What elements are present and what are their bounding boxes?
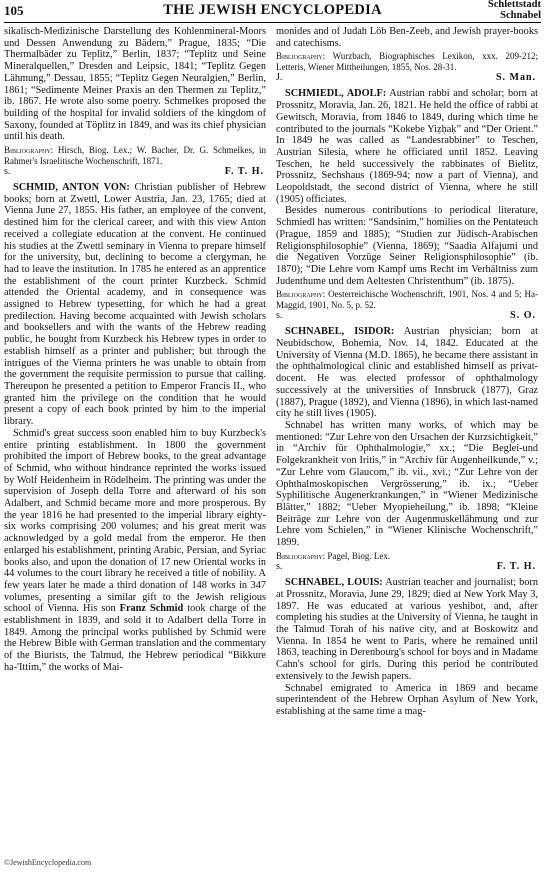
bibliography-label: Bibliography: bbox=[276, 289, 326, 300]
signature-author: F. T. H. bbox=[224, 166, 264, 178]
bibliography-text: Pagel, Biog. Lex. bbox=[325, 550, 391, 561]
headword-schmiedl: SCHMIEDL, ADOLF: bbox=[285, 88, 387, 100]
signature-initial: s. bbox=[276, 310, 283, 322]
left-column bbox=[4, 26, 266, 674]
bibliography-text: Hirsch, Biog. Lex.; W. Bacher, Dr. G. Schmelkes, in Rahmer's Israelitische Wochenschrift, 1871. bbox=[4, 145, 266, 166]
signature-initial: s. bbox=[276, 561, 283, 573]
signature-author: S. O. bbox=[510, 310, 536, 322]
bibliography-text: Oesterreichische Wochenschrift, 1901, Nos. 4 and 5; Ha-Maggid, 1901, No. 5, p. 52. bbox=[276, 289, 538, 310]
paragraph bbox=[4, 428, 266, 674]
article-text: Austrian rabbi and scholar; born at Prossnitz, Moravia, Jan. 26, 1821. He held the office of rabbi at Gewitsch, Moravia, from 1846 to 1849, during which time he contributed to the journals “Kokebe Yiẓḥaḳ” and “Der Orient.” In 1849 he was called as “Landesrabbiner” to Teschen, Austrian Silesia, where he officiated until 1852. Leaving Teschen, he held successively the rabbinates of Bielitz, Prossnitz, Sechshaus (1869-94; now a part of Vienna), and Leopoldstadt, the second district of Vienna, where he still (1905) officiates. bbox=[276, 88, 539, 205]
site-credit: ©JewishEncyclopedia.com bbox=[4, 858, 92, 867]
bibliography-schmelkes bbox=[4, 145, 266, 166]
bibliography-label: Bibliography: bbox=[276, 51, 326, 62]
header-rule bbox=[4, 22, 541, 23]
article-text: Austrian physician; born at Neubidschow, Bohemia, Nov. 14, 1842. Educated at the University of Vienna (M.D. 1865), he became there assistant in the ophthalmological clinic and established himself as privat-docent. He was elected professor of ophthalmology successively at the universities of Innsbruck (1877), Graz (1887), Prague (1892), and Vienna (1896), in which last-named city he still lives (1905). bbox=[276, 326, 538, 420]
article-schmid bbox=[4, 182, 266, 428]
bibliography-schmid bbox=[276, 51, 538, 72]
bibliography-label: Bibliography: bbox=[276, 550, 326, 561]
paragraph-text: Schmid's great success soon enabled him to buy Kurzbeck's entire printing establishment. In 1800 the government prohibited the import of Hebrew books, to the great advantage of Schmid, who without hindrance reprinted the works issued by Wolf Heidenheim in Rödelheim. The printing was under the supervision of Joseph della Torre and afterward of his son Adalbert, and Schmid became more and more prosperous. By the year 1816 he had presented to the imperial library eighty-six works comprising 200 volumes; and his great merit was acknowledged by a gold medal from the emperor. He then enlarged his establishment, printing Arabic, Persian, and Syriac books also, and upon the donation of 17 new Oriental works in 44 volumes to the court library he received a title of nobility. A few years later he made a third donation of 148 works in 347 volumes, presenting a similar gift to the Jewish religious school of Vienna. His son bbox=[4, 427, 266, 615]
right-column bbox=[276, 26, 538, 718]
signature-schnabel-isidor bbox=[276, 561, 538, 573]
paragraph: Schnabel has written many works, of which may be mentioned: “Zur Lehre von den Ursachen der Kurzsichtigkeit,” in “Archiv für Ophthalmologie,” xx.; “Die Beglei-und Folgekrankheit von Iritis,” in “Archiv für Augenheilkunde,” v.; “Zur Lehre vom Glaucom,” ib. vii., xvi.; “Zur Lehre von der Ophthalmoskopischen Vergrösserung,” ib. ix.; “Ueber Syphilitische Augenerkrankungen,” in “Wiener Medizinische Blätter,” 1882; “Ueber Myopieheilung,” ib. 1898; “Kleine Beiträge zur Lehre von der Augenmuskellähmung und zur Lehre vom Schielen,” in “Wiener Klinische Wochenschrift,” 1899. bbox=[276, 419, 538, 549]
signature-author: F. T. H. bbox=[496, 561, 536, 573]
article-schnabel-isidor bbox=[276, 326, 538, 420]
bibliography-text: Wurzbach, Biographisches Lexikon, xxx. 209-212; Letteris, Wiener Mittheilungen, 1855, Nos. 28-31. bbox=[276, 51, 538, 72]
headword-schnabel-louis: SCHNABEL, LOUIS: bbox=[285, 577, 383, 589]
signature-initial: J. bbox=[276, 72, 283, 84]
running-head-top: Schlettstadt bbox=[487, 0, 541, 10]
paragraph: Besides numerous contributions to periodical literature, Schmiedl has written: “Sandsinim,” homilies on the Pentateuch (Prague, 1859 and 1885); “Studien zur Jüdisch-Arabischen Religionsphilosophie” (Vienna, 1869); “Saadia Alfajumi und die Negativen Vorzüge Seiner Religionsphilosophie” (ib. 1870); “Die Lehre vom Kampf ums Recht im Verhältniss zum Judenthume und dem Aeltesten Christenthum” (ib. 1875). bbox=[276, 205, 538, 287]
page-title: THE JEWISH ENCYCLOPEDIA bbox=[163, 2, 382, 18]
continued-paragraph: monides and of Judah Löb Ben-Zeeb, and Jewish prayer-books and catechisms. bbox=[276, 26, 538, 49]
signature-author: S. Man. bbox=[495, 72, 536, 84]
bibliography-schnabel-isidor bbox=[276, 551, 538, 562]
page-number: 105 bbox=[4, 3, 24, 18]
paragraph-text: took charge of the establishment in 1839, and sold it to Adalbert della Torre in 1849. Among the principal works published by Schmid were the Hebrew Bible with German translation and the commentary of the Biurists, the Talmud, the Hebrew periodical “Bikkure ha-'Ittim,” the works of Mai- bbox=[4, 603, 266, 673]
continued-paragraph: sikalisch-Medizinische Darstellung des Kohlenmineral-Moors und Dessen Anwendung zu Bädern,” Prague, 1835; “Die Thermalbäder zu Teplitz,” Berlin, 1837; “Teplitz und Seine Mineralquellen,” Dresden and Leipsic, 1841; “Teplitz Gegen Lähmung,” Dessau, 1855; “Teplitz Gegen Neuralgien,” Berlin, 1861; “Sedimente Meiner Praxis an den Thermen zu Teplitz,” ib. 1867. He wrote also some poetry. Schmelkes proposed the building of the hospital for invalid soldiers of the kingdom of Saxony, founded at Töplitz in 1849, and was its chief physician until his death. bbox=[4, 26, 266, 143]
bibliography-label: Bibliography: bbox=[4, 145, 54, 156]
article-schnabel-louis bbox=[276, 577, 538, 682]
article-schmiedl bbox=[276, 88, 538, 205]
page-header bbox=[4, 2, 541, 22]
name-franz-schmid: Franz Schmid bbox=[119, 603, 184, 615]
running-head bbox=[488, 0, 541, 21]
signature-schmiedl bbox=[276, 310, 538, 322]
running-head-bottom: Schnabel bbox=[500, 9, 541, 21]
headword-schnabel-isidor: SCHNABEL, ISIDOR: bbox=[285, 326, 395, 338]
signature-schmelkes bbox=[4, 166, 266, 178]
headword-schmid: SCHMID, ANTON VON: bbox=[13, 182, 130, 194]
paragraph: Schnabel emigrated to America in 1869 and became superintendent of the Hebrew Orphan Asylum of New York, establishing at the same time a mag- bbox=[276, 682, 538, 717]
bibliography-schmiedl bbox=[276, 289, 538, 310]
signature-initial: s. bbox=[4, 166, 11, 178]
article-text: Austrian teacher and journalist; born at Prossnitz, Moravia, June 29, 1829; died at New York May 3, 1897. He was educated at various yeshibot, and, after completing his studies at the University of Vienna, he taught in the Talmud Torah of his native city, and at Boskowitz and Vienna. In 1854 he went to Paris, where he remained until 1863, teaching in Derenbourg's school for boys and in Madame Cahn's school for girls. During this period he contributed extensively to the Jewish papers. bbox=[276, 577, 538, 682]
article-text: Christian publisher of Hebrew books; born at Zwettl, Lower Austria, Jan. 23, 1765; died at Vienna June 27, 1855. His father, an employee of the convent, destined him for the clerical career, and with this view Anton received a collegiate education at the convent. He continued his studies at the Zwettl seminary in Vienna to prepare himself for the university, but, declining to become a clergyman, he had to leave the institution. In 1785 he entered as an apprentice the establishment of the court printer Kurzbeck. Schmid attended the Oriental academy, and in consequence was assigned to Hebrew typesetting, for which he had a great predilection. Having become acquainted with Jewish scholars and booksellers and with the wants of the Hebrew reading public, he bought from Kurzbeck his Hebrew types in order to establish himself as a printer and publisher; but through the intrigues of the Vienna printers he was unable to obtain from the government the requisite permission to pursue that calling. Thereupon he presented a petition to Emperor Francis II., who granted him the privilege on the condition that he would present a copy of each book printed by him to the imperial library. bbox=[4, 182, 267, 428]
signature-schmid bbox=[276, 72, 538, 84]
